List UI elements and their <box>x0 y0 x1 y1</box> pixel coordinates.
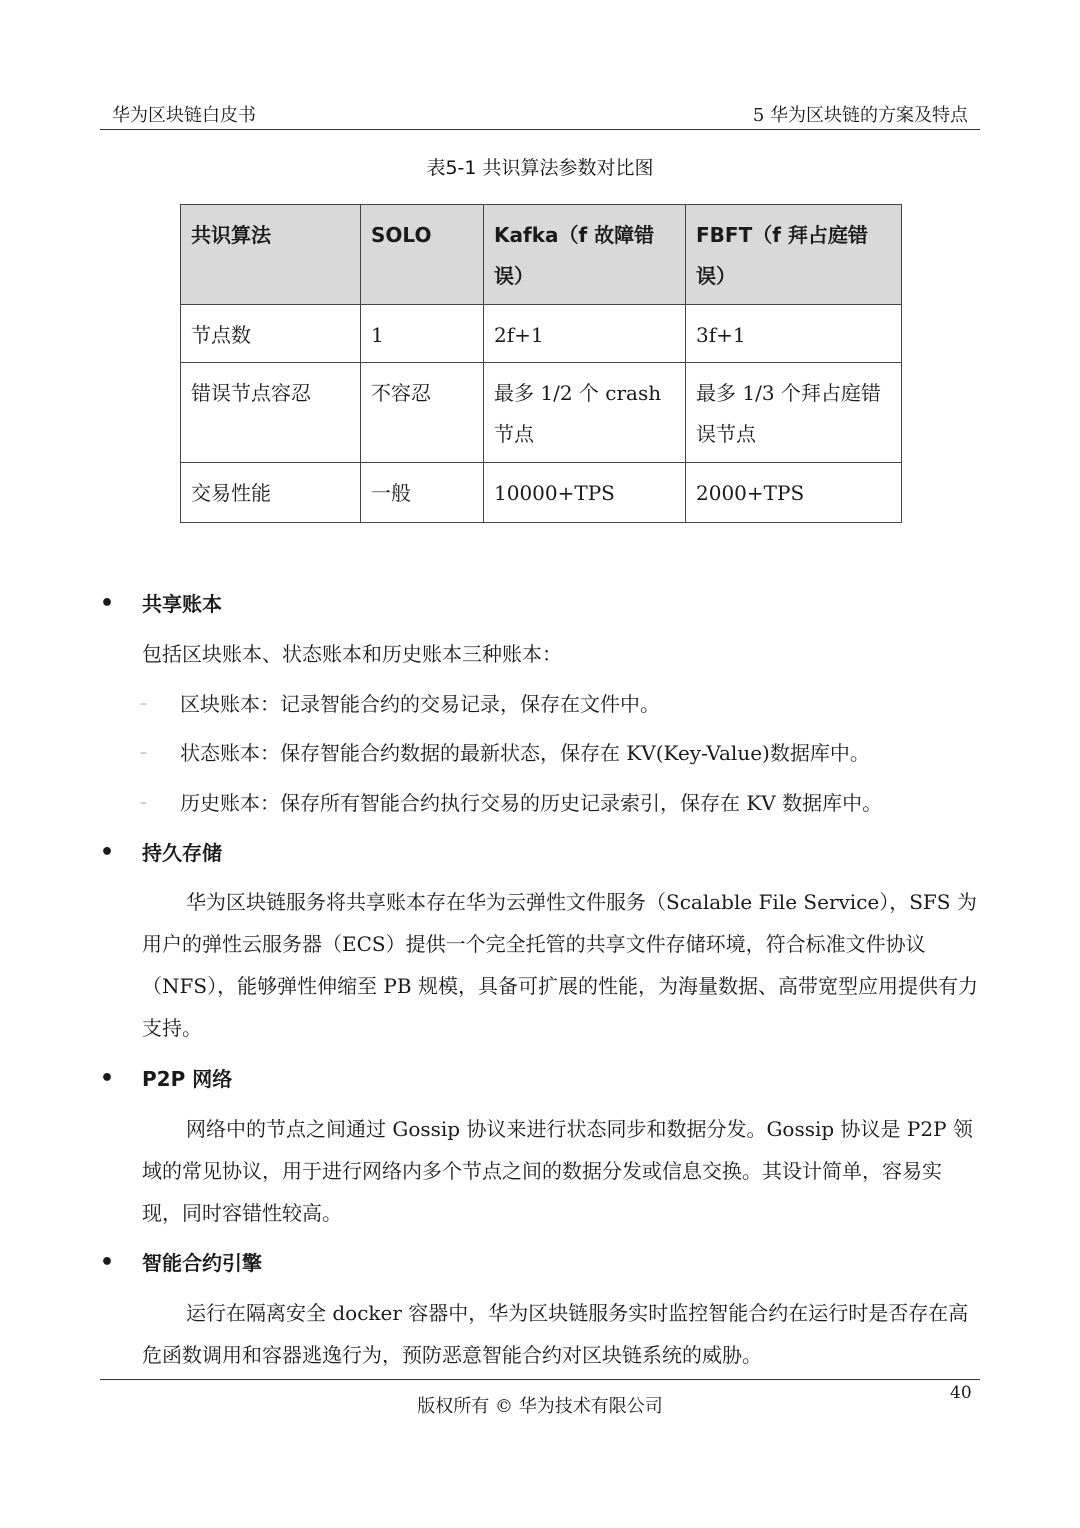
p2p-body: 网络中的节点之间通过 Gossip 协议来进行状态同步和数据分发。Gossip 协议是 P2P 领域的常见协议，用于进行网络内多个节点之间的数据分发或信息交换。其设计简单，容易实现，同时容错性较高。 <box>142 1117 973 1225</box>
table-row <box>181 305 902 363</box>
table-header-cell: FBFT（f 拜占庭错误） <box>686 205 902 305</box>
section-title: P2P 网络 <box>142 1067 233 1091</box>
table-cell: 2f+1 <box>484 305 686 363</box>
table-cell: 一般 <box>361 463 484 523</box>
copyright-notice: 版权所有 © 华为技术有限公司 <box>417 1396 663 1417</box>
table-row <box>181 463 902 523</box>
page-number: 40 <box>950 1383 972 1403</box>
table-header-cell: SOLO <box>361 205 484 305</box>
bullet-icon: • <box>100 1250 115 1275</box>
table-cell: 3f+1 <box>686 305 902 363</box>
table-caption: 表5-1 共识算法参数对比图 <box>426 157 654 179</box>
table-cell: 最多 1/2 个 crash 节点 <box>484 363 686 463</box>
list-item-text: 区块账本：记录智能合约的交易记录，保存在文件中。 <box>180 692 660 716</box>
section-title: 共享账本 <box>142 592 222 616</box>
consensus-comparison-table <box>180 204 902 523</box>
table-header-cell: 共识算法 <box>181 205 361 305</box>
table-header-row <box>181 205 902 305</box>
page-header <box>100 103 980 130</box>
dash-icon: – <box>140 696 147 712</box>
list-item-text: 历史账本：保存所有智能合约执行交易的历史记录索引，保存在 KV 数据库中。 <box>180 791 883 815</box>
table-row <box>181 363 902 463</box>
header-chapter-title: 5 华为区块链的方案及特点 <box>752 105 968 126</box>
footer-divider <box>100 1379 980 1380</box>
table-cell: 10000+TPS <box>484 463 686 523</box>
table-cell: 不容忍 <box>361 363 484 463</box>
header-doc-title: 华为区块链白皮书 <box>112 105 256 126</box>
bullet-icon: • <box>100 1066 115 1091</box>
ledger-intro: 包括区块账本、状态账本和历史账本三种账本： <box>142 642 562 666</box>
table-header-cell: Kafka（f 故障错误） <box>484 205 686 305</box>
list-item-text: 状态账本：保存智能合约数据的最新状态，保存在 KV(Key-Value)数据库中。 <box>180 741 870 765</box>
bullet-icon: • <box>100 840 115 865</box>
contract-body: 运行在隔离安全 docker 容器中，华为区块链服务实时监控智能合约在运行时是否存在高危函数调用和容器逃逸行为，预防恶意智能合约对区块链系统的威胁。 <box>142 1301 969 1367</box>
section-title: 持久存储 <box>142 841 222 865</box>
table-cell: 交易性能 <box>181 463 361 523</box>
dash-icon: – <box>140 795 147 811</box>
section-title: 智能合约引擎 <box>142 1251 262 1275</box>
table-cell: 错误节点容忍 <box>181 363 361 463</box>
storage-body: 华为区块链服务将共享账本存在华为云弹性文件服务（Scalable File Service），SFS 为用户的弹性云服务器（ECS）提供一个完全托管的共享文件存储环境，符合标准文件协议（NFS），能够弹性伸缩至 PB 规模，具备可扩展的性能，为海量数据、高带宽型应用提供有力支持。 <box>142 890 978 1040</box>
table-cell: 最多 1/3 个拜占庭错误节点 <box>686 363 902 463</box>
bullet-icon: • <box>100 591 115 616</box>
table-cell: 节点数 <box>181 305 361 363</box>
table-cell: 2000+TPS <box>686 463 902 523</box>
table-cell: 1 <box>361 305 484 363</box>
dash-icon: – <box>140 745 147 761</box>
